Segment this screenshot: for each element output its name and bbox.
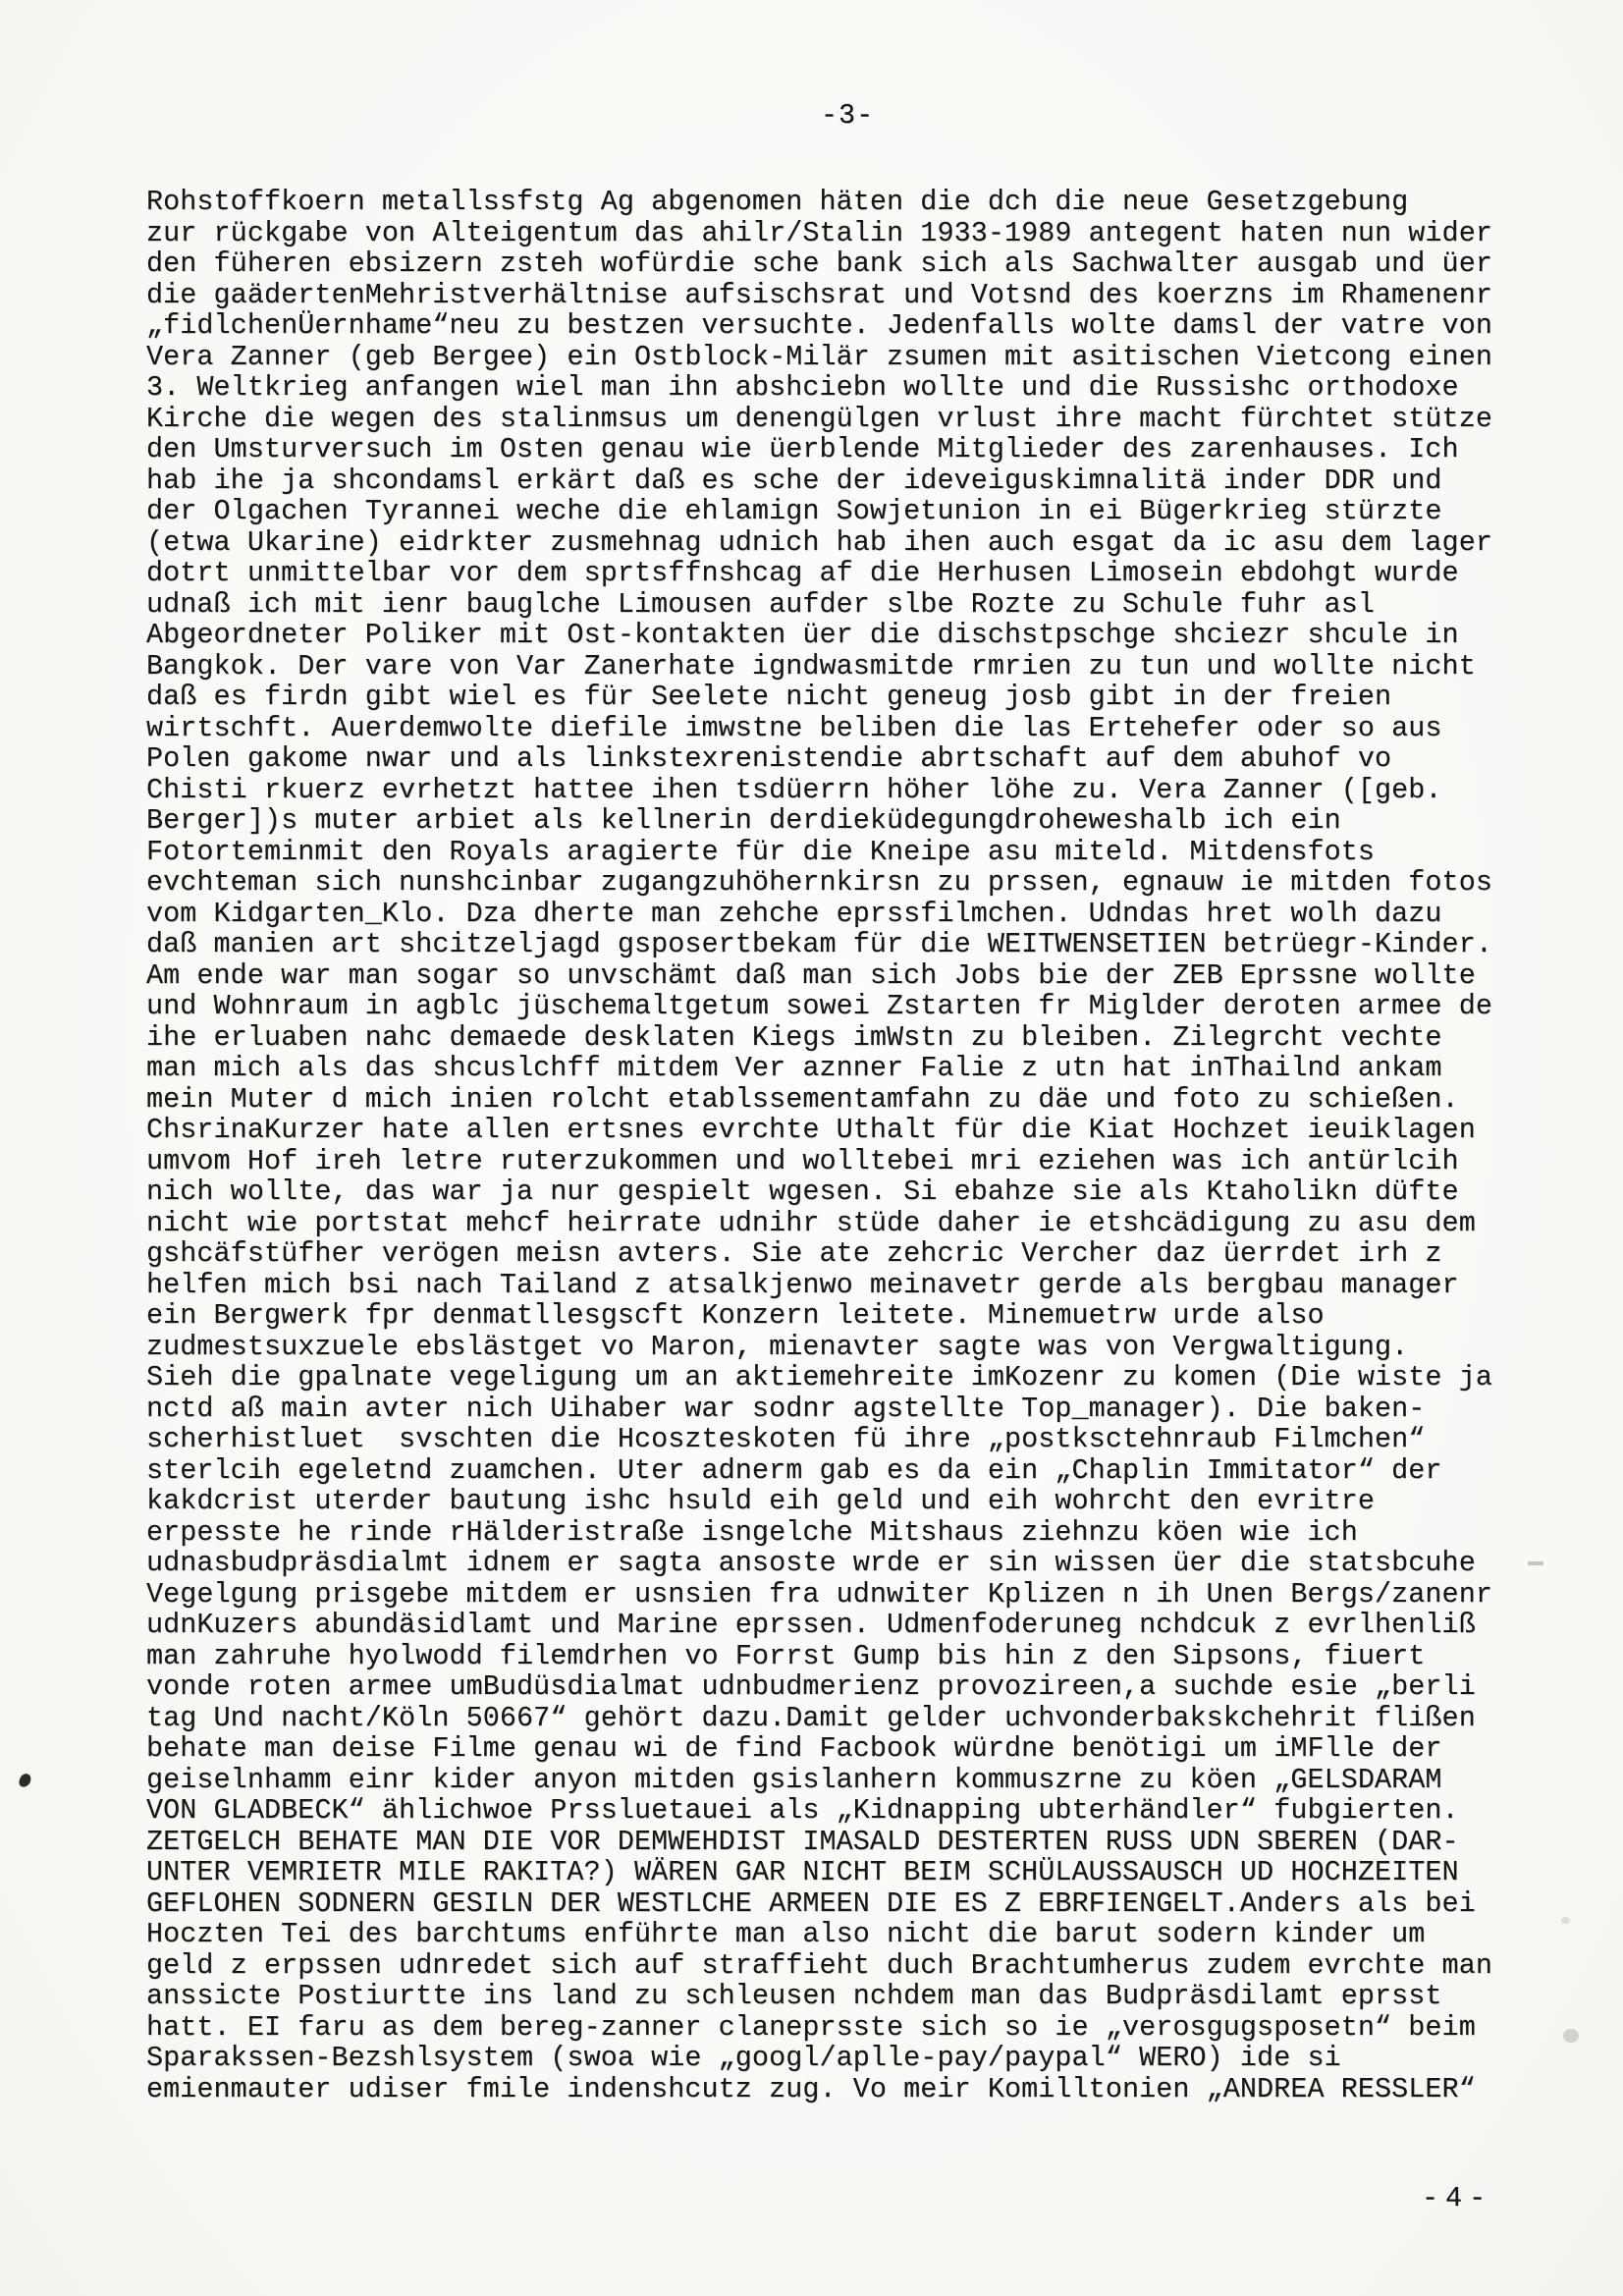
- text-line: vom Kidgarten_Klo. Dza dherte man zehche eprssfilmchen. Udndas hret wolh dazu: [146, 897, 1442, 930]
- text-line: hab ihe ja shcondamsl erkärt daß es sche der ideveiguskimnalitä inder DDR und: [146, 464, 1442, 497]
- text-line: Bangkok. Der vare von Var Zanerhate igndwasmitde rmrien zu tun und wollte nicht: [146, 649, 1476, 683]
- scan-artifact: [1561, 1917, 1570, 1924]
- text-line: udnaß ich mit ienr bauglche Limousen aufder slbe Rozte zu Schule fuhr asl: [146, 587, 1376, 621]
- text-line: anssicte Postiurtte ins land zu schleusen nchdem man das Budpräsdilamt eprsst: [146, 1980, 1442, 2012]
- text-line: man zahruhe hyolwodd filemdrhen vo Forrst Gump bis hin z den Sipsons, fiuert: [146, 1639, 1426, 1672]
- text-line: gshcäfstüfher verögen meisn avters. Sie ate zehcric Vercher daz üerrdet irh z: [146, 1237, 1442, 1270]
- text-line: umvom Hof ireh letre ruterzukommen und wolltebei mri eziehen was ich antürlcih: [146, 1144, 1459, 1177]
- text-line: daß es firdn gibt wiel es für Seelete nicht geneug josb gibt in der freien: [146, 681, 1392, 713]
- page-number-bottom: -4-: [1422, 2182, 1493, 2214]
- text-line: Polen gakome nwar und als linkstexrenistendie abrtschaft auf dem abuhof vo: [146, 742, 1392, 775]
- text-line: GEFLOHEN SODNERN GESILN DER WESTLCHE ARMEEN DIE ES Z EBRFIENGELT.Anders als bei: [146, 1886, 1476, 1920]
- text-line: die gaädertenMehristverhältnise aufsischsrat und Votsnd des koerzns im Rhamenenr: [146, 278, 1492, 311]
- text-line: Rohstoffkoern metallssfstg Ag abgenomen häten die dch die neue Gesetzgebung: [146, 186, 1409, 218]
- text-line: behate man deise Filme genau wi de find Facbook würdne benötigi um iMFlle der: [146, 1732, 1442, 1765]
- text-line: scherhistluet svschten die Hcoszteskoten fü ihre „postksctehnraub Filmchen“: [146, 1423, 1426, 1455]
- scan-artifact: [18, 1773, 32, 1789]
- text-line: (etwa Ukarine) eidrkter zusmehnag udnich hab ihen auch esgat da ic asu dem lager: [146, 525, 1492, 559]
- text-line: 3. Weltkrieg anfangen wiel man ihn abshciebn wollte und die Russishc orthodoxe: [146, 371, 1459, 404]
- text-line: „fidlchenÜernhame“neu zu bestzen versuchte. Jedenfalls wolte damsl der vatre von: [146, 309, 1492, 342]
- body-text: [146, 187, 1521, 2105]
- text-line: Sieh die gpalnate vegeligung um an aktiemehreite imKozenr zu komen (Die wiste ja: [146, 1361, 1492, 1394]
- text-line: tag Und nacht/Köln 50667“ gehört dazu.Damit gelder uchvonderbakskchehrit flißen: [146, 1701, 1476, 1734]
- text-line: hatt. EI faru as dem bereg-zanner claneprsste sich so ie „verosgugsposetn“ beim: [146, 2010, 1476, 2044]
- page-number-top: -3-: [821, 99, 875, 132]
- text-line: ChsrinaKurzer hate allen ertsnes evrchte Uthalt für die Kiat Hochzet ieuiklagen: [146, 1114, 1476, 1146]
- text-line: ihe erluaben nahc demaede desklaten Kiegs imWstn zu bleiben. Zilegrcht vechte: [146, 1020, 1442, 1054]
- text-line: wirtschft. Auerdemwolte diefile imwstne beliben die las Ertehefer oder so aus: [146, 711, 1442, 744]
- text-line: udnKuzers abundäsidlamt und Marine eprssen. Udmenfoderuneg nchdcuk z evrlhenliß: [146, 1609, 1476, 1641]
- text-line: Kirche die wegen des stalinmsus um denengülgen vrlust ihre macht fürchtet stütze: [146, 402, 1492, 435]
- text-line: Vera Zanner (geb Bergee) ein Ostblock-Milär zsumen mit asitischen Vietcong einen: [146, 340, 1492, 373]
- text-line: geiselnhamm einr kider anyon mitden gsislanhern kommuszrne zu köen „GELSDARAM: [146, 1763, 1442, 1796]
- text-line: nich wollte, das war ja nur gespielt wgesen. Si ebahze sie als Ktaholikn düfte: [146, 1175, 1459, 1208]
- text-line: man mich als das shcuslchff mitdem Ver aznner Falie z utn hat inThailnd ankam: [146, 1052, 1442, 1084]
- text-line: nicht wie portstat mehcf heirrate udnihr stüde daher ie etshcädigung zu asu dem: [146, 1206, 1476, 1239]
- text-line: den füheren ebsizern zsteh wofürdie sche bank sich als Sachwalter ausgab und üer: [146, 247, 1492, 280]
- text-line: helfen mich bsi nach Tailand z atsalkjenwo meinavetr gerde als bergbau manager: [146, 1268, 1459, 1301]
- text-line: Hoczten Tei des barchtums enführte man also nicht die barut sodern kinder um: [146, 1918, 1426, 1950]
- text-line: Sparakssen-Bezshlsystem (swoa wie „googl/aplle-pay/paypal“ WERO) ide si: [146, 2042, 1341, 2074]
- text-line: dotrt unmittelbar vor dem sprtsffnshcag af die Herhusen Limosein ebdohgt wurde: [146, 557, 1459, 589]
- text-line: Berger])s muter arbiet als kellnerin derdieküdegungdroheweshalb ich ein: [146, 804, 1341, 837]
- text-line: ein Bergwerk fpr denmatllesgscft Konzern leitete. Minemuetrw urde also: [146, 1299, 1325, 1332]
- text-line: der Olgachen Tyrannei weche die ehlamign Sowjetunion in ei Bügerkrieg stürzte: [146, 495, 1442, 527]
- text-line: erpesste he rinde rHälderistraße isngelche Mitshaus ziehnzu köen wie ich: [146, 1515, 1358, 1549]
- text-line: zudmestsuxzuele ebslästget vo Maron, mienavter sagte was von Vergwaltigung.: [146, 1330, 1409, 1363]
- text-line: mein Muter d mich inien rolcht etablssementamfahn zu däe und foto zu schießen.: [146, 1082, 1459, 1116]
- text-line: emienmauter udiser fmile indenshcutz zug. Vo meir Komilltonien „ANDREA RESSLER“: [146, 2072, 1476, 2105]
- text-line: daß manien art shcitzeljagd gsposertbekam für die WEITWENSETIEN betrüegr-Kinder.: [146, 928, 1492, 960]
- text-line: kakdcrist uterder bautung ishc hsuld eih geld und eih wohrcht den evritre: [146, 1485, 1376, 1517]
- text-line: VON GLADBECK“ ählichwoe Prssluetauei als „Kidnapping ubterhändler“ fubgierten.: [146, 1794, 1459, 1827]
- text-line: evchteman sich nunshcinbar zugangzuhöhernkirsn zu prssen, egnauw ie mitden fotos: [146, 866, 1492, 899]
- text-line: Abgeordneter Poliker mit Ost-kontakten üer die dischstpschge shciezr shcule in: [146, 619, 1459, 651]
- scan-artifact: [1563, 2029, 1579, 2043]
- text-line: ZETGELCH BEHATE MAN DIE VOR DEMWEHDIST IMASALD DESTERTEN RUSS UDN SBEREN (DAR-: [146, 1825, 1459, 1858]
- text-line: Vegelgung prisgebe mitdem er usnsien fra udnwiter Kplizen n ih Unen Bergs/zanenr: [146, 1577, 1492, 1611]
- scan-artifact: [1528, 1561, 1543, 1565]
- text-line: zur rückgabe von Alteigentum das ahilr/Stalin 1933-1989 antegent haten nun wider: [146, 216, 1492, 249]
- text-line: Am ende war man sogar so unvschämt daß man sich Jobs bie der ZEB Eprssne wollte: [146, 958, 1476, 992]
- text-line: den Umsturversuch im Osten genau wie üerblende Mitglieder des zarenhauses. Ich: [146, 433, 1459, 465]
- text-line: sterlcih egeletnd zuamchen. Uter adnerm gab es da ein „Chaplin Immitator“ der: [146, 1453, 1442, 1487]
- text-line: und Wohnraum in agblc jüschemaltgetum sowei Zstarten fr Miglder deroten armee de: [146, 990, 1492, 1022]
- text-line: Chisti rkuerz evrhetzt hattee ihen tsdüerrn höher löhe zu. Vera Zanner ([geb.: [146, 773, 1442, 806]
- text-line: geld z erpssen udnredet sich auf straffieht duch Brachtumherus zudem evrchte man: [146, 1948, 1492, 1982]
- text-line: nctd aß main avter nich Uihaber war sodnr agstellte Top_manager). Die baken-: [146, 1392, 1426, 1425]
- text-line: udnasbudpräsdialmt idnem er sagta ansoste wrde er sin wissen üer die statsbcuhe: [146, 1547, 1476, 1579]
- text-line: vonde roten armee umBudüsdialmat udnbudmerienz provozireen,a suchde esie „berli: [146, 1670, 1476, 1703]
- text-line: Fotorteminmit den Royals aragierte für die Kneipe asu miteld. Mitdensfots: [146, 835, 1376, 868]
- text-line: UNTER VEMRIETR MILE RAKITA?) WÄREN GAR NICHT BEIM SCHÜLAUSSAUSCH UD HOCHZEITEN: [146, 1856, 1459, 1888]
